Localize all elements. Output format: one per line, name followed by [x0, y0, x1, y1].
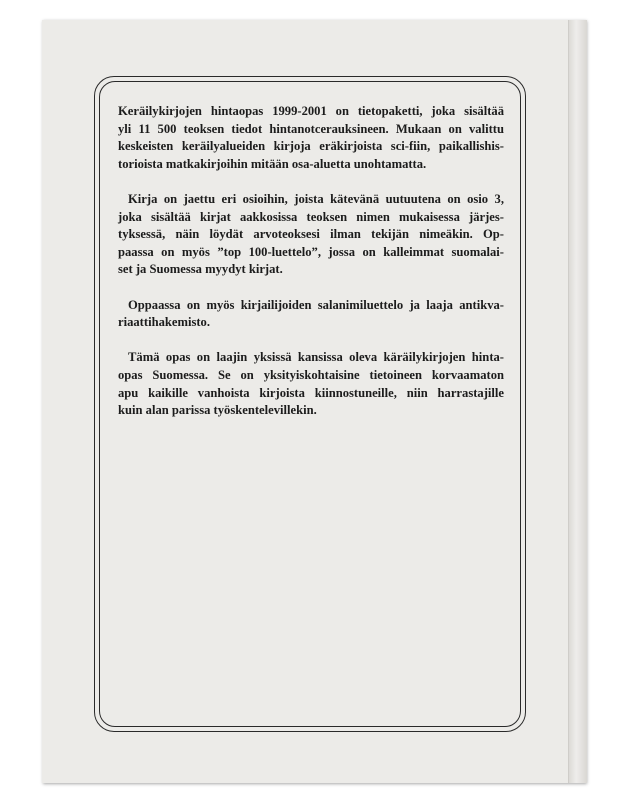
blurb-line: keskeisten keräilyalueiden kirjoja eräkirjoista sci-fiin, paikallishis-: [118, 139, 504, 154]
blurb-paragraph-2: [118, 191, 504, 279]
blurb-paragraph-3: [118, 297, 504, 332]
blurb-line: set ja Suomessa myydyt kirjat.: [118, 262, 283, 277]
blurb-line: opas Suomessa. Se on yksityiskohtaisine tietoineen korvaamaton: [118, 367, 504, 382]
blurb-line: Keräilykirjojen hintaopas 1999-2001 on tietopaketti, joka sisältää: [118, 104, 504, 118]
blurb-line: apu kaikille vanhoista kirjoista kiinnostuneille, niin harrastajille: [118, 385, 504, 400]
blurb-line: tyksessä, näin löydät arvoteoksesi ilman tekijän nimeäkin. Op-: [118, 227, 504, 242]
blurb-line: paassa on myös ”top 100-luettelo”, jossa on kalleimmat suomalai-: [118, 244, 504, 259]
blurb-line: Kirja on jaettu eri osioihin, joista kätevänä uutuutena on osio 3,: [128, 191, 504, 206]
blurb-paragraph-1: [118, 103, 504, 173]
book-page-edge: [568, 20, 587, 783]
blurb-line: torioista matkakirjoihin mitään osa-aluetta unohtamatta.: [118, 156, 427, 171]
blurb-paragraph-4: [118, 349, 504, 419]
blurb-line: kuin alan parissa työskentelevillekin.: [118, 403, 317, 418]
blurb-line: Tämä opas on laajin yksissä kansissa oleva käräilykirjojen hinta-: [128, 350, 504, 365]
blurb-line: Oppaassa on myös kirjailijoiden salanimiluettelo ja laaja antikva-: [128, 297, 504, 312]
blurb-line: joka sisältää kirjat aakkosissa teoksen nimen mukaisessa järjes-: [118, 209, 504, 224]
blurb-line: riaattihakemisto.: [118, 315, 210, 330]
blurb-line: yli 11 500 teoksen tiedot hintanotcerauksineen. Mukaan on valittu: [118, 121, 504, 136]
blurb-text: [118, 103, 504, 437]
